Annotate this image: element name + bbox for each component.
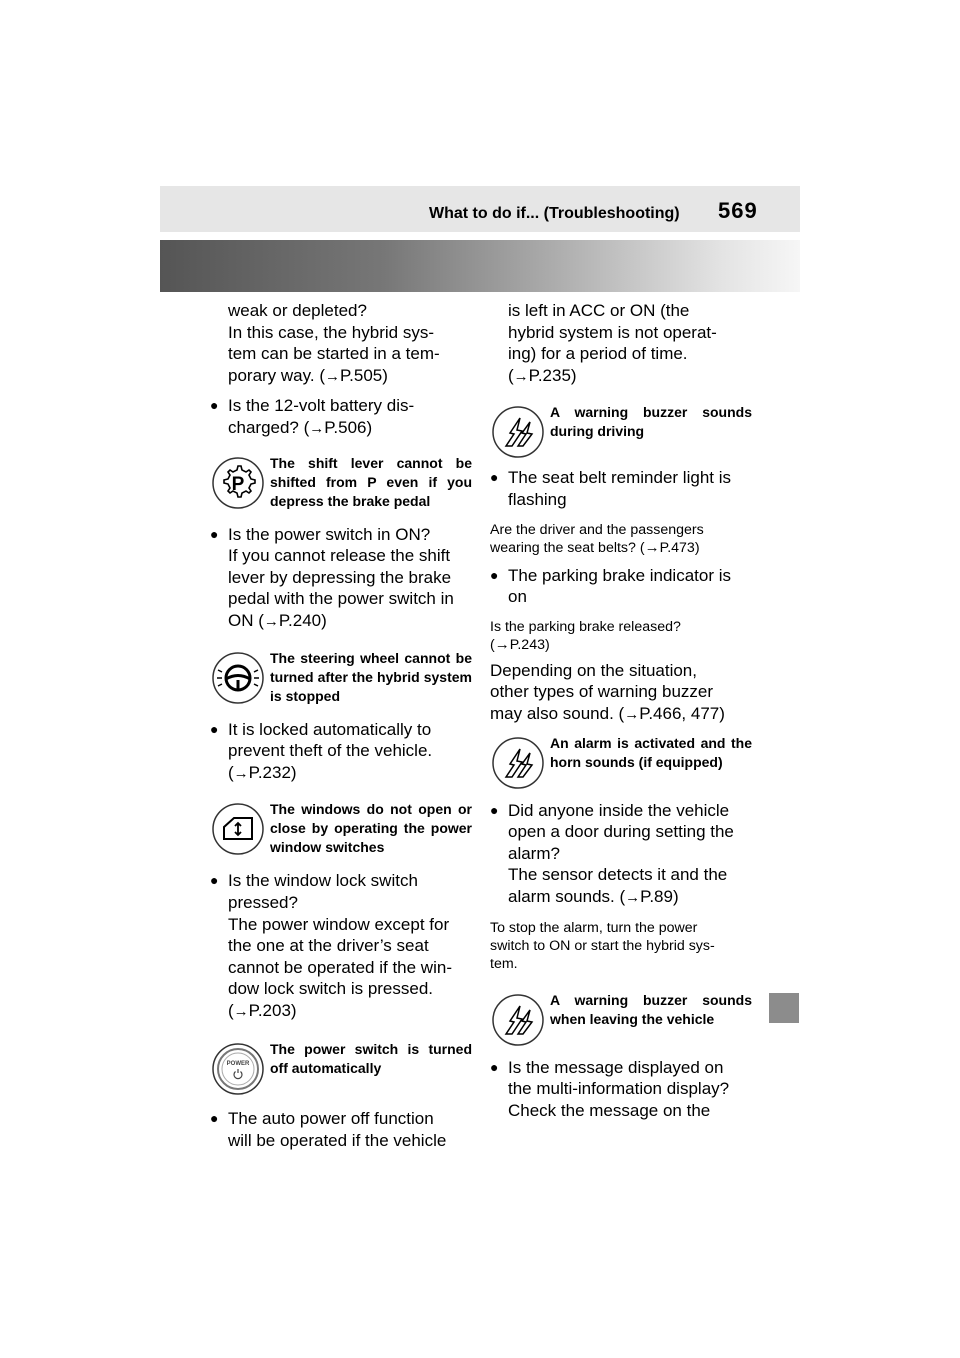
page-number: 569 <box>718 198 758 223</box>
svg-text:POWER: POWER <box>226 1061 250 1068</box>
bullet-item: ● The parking brake indicator is on <box>490 565 752 608</box>
warning-buzzer-icon <box>492 406 544 458</box>
section-heading-shift-lever: P The shift lever cannot be shifted from P even if you depress the brake pedal <box>210 454 472 512</box>
continued-text: is left in ACC or ON (the hybrid system is not operat- ing) for a period of time. (→P.235) <box>508 301 717 385</box>
bullet-item: ● The seat belt reminder light is flashing <box>490 467 752 510</box>
section-heading-power-switch: POWER The power switch is turned off automatically <box>210 1040 472 1098</box>
arrow-icon: → <box>263 612 279 630</box>
note-text: Are the driver and the passengers wearing the seat belts? (→P.473) <box>490 521 704 556</box>
warning-buzzer-icon <box>492 737 544 789</box>
bullet-item: ● Is the message displayed on the multi-information display? Check the message on the <box>490 1057 752 1122</box>
continued-text: weak or depleted? In this case, the hybrid sys- tem can be started in a tem- porary way. (→P.505) <box>228 301 440 385</box>
arrow-icon: → <box>233 764 249 782</box>
section-heading-windows: The windows do not open or close by operating the power window switches <box>210 800 472 858</box>
note-text: Is the parking brake released? (→P.243) <box>490 618 681 653</box>
bullet-item: ● Did anyone inside the vehicle open a door during setting the alarm? The sensor detects it and the alarm sounds. (→P.89) <box>490 800 752 909</box>
section-heading-buzzer-driving: A warning buzzer sounds during driving <box>490 403 752 461</box>
arrow-icon: → <box>325 367 340 385</box>
section-heading-alarm: An alarm is activated and the horn sounds (if equipped) <box>490 734 752 792</box>
power-window-icon <box>212 803 264 855</box>
page-header-title: What to do if... (Troubleshooting) <box>429 205 680 222</box>
arrow-icon: → <box>494 635 510 653</box>
steering-lock-icon <box>212 652 264 704</box>
arrow-icon: → <box>513 367 529 385</box>
bullet-item: ● It is locked automatically to prevent theft of the vehicle. (→P.232) <box>210 719 472 785</box>
note-text: To stop the alarm, turn the power switch to ON or start the hybrid sys- tem. <box>490 919 715 972</box>
left-column <box>210 300 472 1152</box>
bullet-item: ● Is the window lock switch pressed? The power window except for the one at the driver’s seat cannot be operated if the win- dow lock switch is pressed. (→P.203) <box>210 870 472 1022</box>
section-heading-steering: The steering wheel cannot be turned after the hybrid system is stopped <box>210 649 472 707</box>
right-column <box>490 300 752 1121</box>
arrow-icon: → <box>625 888 641 906</box>
arrow-icon: → <box>309 419 325 437</box>
arrow-icon: → <box>233 1002 249 1020</box>
shift-lock-gear-icon <box>212 457 264 509</box>
bullet-item: ● Is the power switch in ON? If you cannot release the shift lever by depressing the brake pedal with the power switch in ON (→P.240) <box>210 524 472 633</box>
bullet-item: ● The auto power off function will be operated if the vehicle <box>210 1108 472 1151</box>
svg-text:P: P <box>231 473 245 495</box>
arrow-icon: → <box>624 705 640 723</box>
paragraph: Depending on the situation, other types of warning buzzer may also sound. (→P.466, 477) <box>490 660 725 723</box>
section-heading-buzzer-leaving: A warning buzzer sounds when leaving the vehicle <box>490 991 752 1049</box>
power-switch-icon <box>212 1043 264 1095</box>
section-gradient-band <box>160 240 800 292</box>
warning-buzzer-icon <box>492 994 544 1046</box>
chapter-side-tab <box>769 993 799 1023</box>
bullet-item: ● Is the 12-volt battery dis- charged? (→P.506) <box>210 395 472 439</box>
arrow-icon: → <box>644 538 660 556</box>
